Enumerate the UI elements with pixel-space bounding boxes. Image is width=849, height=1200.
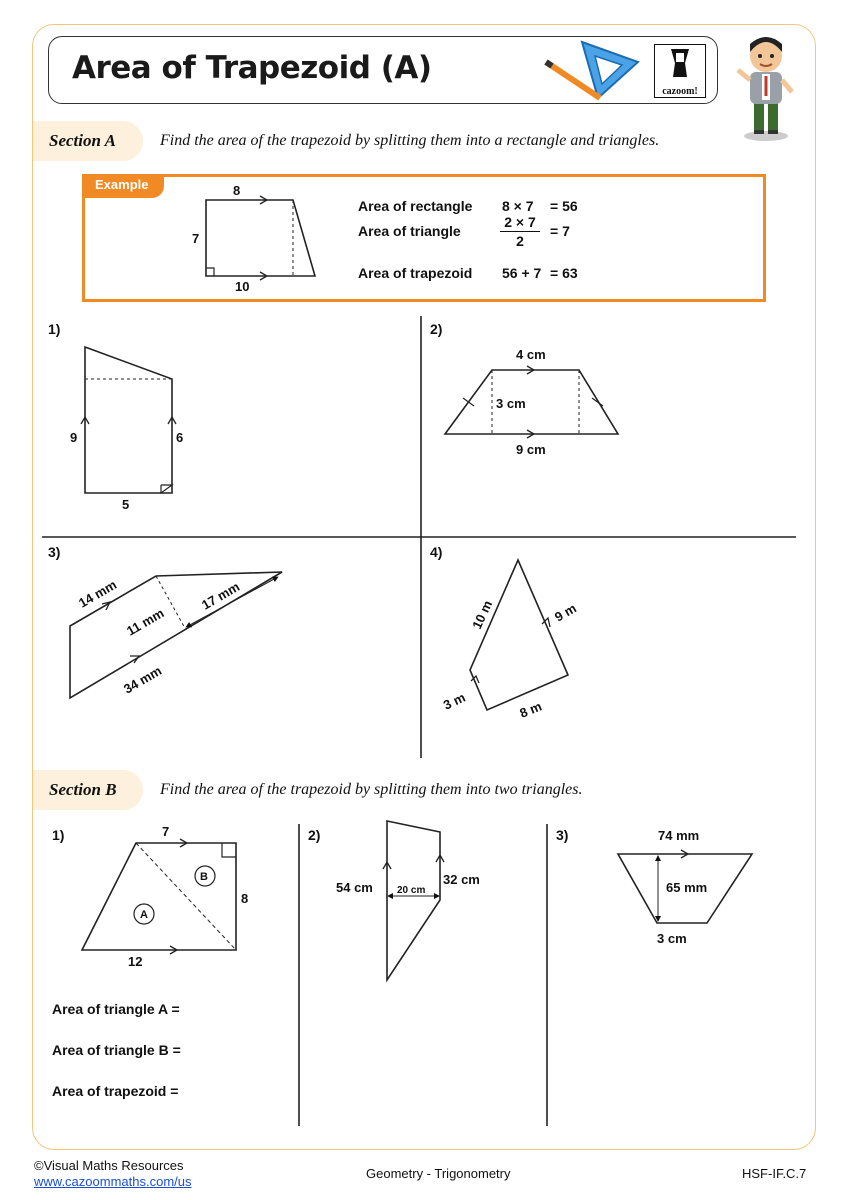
- example-trap-result: = 63: [550, 265, 578, 281]
- example-tri-result: = 7: [550, 223, 570, 239]
- example-trapezoid: [206, 196, 315, 280]
- b1-triangle-b-label: B: [200, 871, 208, 883]
- section-b-q2-number: 2): [308, 827, 321, 843]
- footer-standard-code: HSF-IF.C.7: [742, 1166, 807, 1181]
- example-tri-denominator: 2: [516, 233, 524, 249]
- footer-link-wrap: [34, 1174, 192, 1189]
- a4-trapezoid: [470, 560, 568, 710]
- a2-height-label: 3 cm: [496, 396, 526, 411]
- a1-trapezoid: [81, 347, 176, 493]
- a4-side-b-label: 9 m: [552, 600, 579, 625]
- example-rect-result: = 56: [550, 198, 578, 214]
- section-a-instruction: Find the area of the trapezoid by splitting them into a rectangle and triangles.: [160, 132, 660, 149]
- a3-side-b-label: 17 mm: [199, 579, 243, 613]
- example-tri-numerator: 2 × 7: [504, 214, 536, 230]
- example-tab: Example: [82, 174, 164, 198]
- b3-top-label: 74 mm: [658, 828, 700, 843]
- section-b-q3-number: 3): [556, 827, 569, 843]
- brand-text: cazoom!: [662, 86, 698, 97]
- a2-top-label: 4 cm: [516, 347, 546, 362]
- b1-bottom-label: 12: [128, 954, 143, 969]
- example-bottom-label: 10: [235, 279, 250, 294]
- example-top-label: 8: [233, 183, 241, 198]
- section-a-tab: Section A: [33, 121, 143, 161]
- a1-right-label: 6: [176, 430, 184, 445]
- answer-triangle-b: Area of triangle B =: [52, 1042, 181, 1058]
- section-a-q4-number: 4): [430, 544, 443, 560]
- section-a-q2-number: 2): [430, 321, 443, 337]
- a4-side-a-label: 10 m: [469, 598, 496, 632]
- a3-side-a-label: 14 mm: [76, 577, 120, 611]
- b2-right-label: 32 cm: [443, 872, 480, 887]
- section-a-q3-number: 3): [48, 544, 61, 560]
- a4-side-d-label: 8 m: [517, 698, 544, 721]
- example-rect-label: Area of rectangle: [358, 198, 473, 214]
- section-a-q1-number: 1): [48, 321, 61, 337]
- b2-left-label: 54 cm: [336, 880, 373, 895]
- example-trap-label: Area of trapezoid: [358, 265, 473, 281]
- footer-topic: Geometry - Trigonometry: [366, 1166, 511, 1181]
- b2-width-label: 20 cm: [397, 885, 426, 896]
- example-left-label: 7: [192, 231, 200, 246]
- b1-top-label: 7: [162, 824, 170, 839]
- a2-bottom-label: 9 cm: [516, 442, 546, 457]
- example-tri-label: Area of triangle: [358, 223, 461, 239]
- footer-url-link[interactable]: www.cazoommaths.com/us: [34, 1174, 192, 1189]
- answer-triangle-a: Area of triangle A =: [52, 1001, 180, 1017]
- b2-trapezoid: [383, 821, 444, 980]
- page-title: Area of Trapezoid (A): [72, 50, 432, 86]
- a2-trapezoid: [445, 366, 618, 438]
- footer-copyright: ©Visual Maths Resources: [34, 1158, 184, 1173]
- a1-left-label: 9: [70, 430, 78, 445]
- section-b-instruction: Find the area of the trapezoid by splitting them into two triangles.: [160, 781, 583, 798]
- a4-side-c-label: 3 m: [440, 689, 468, 713]
- a3-side-c-label: 34 mm: [121, 663, 165, 697]
- b1-triangle-a-label: A: [140, 909, 148, 921]
- a1-bottom-label: 5: [122, 497, 130, 512]
- section-b-q1-number: 1): [52, 827, 65, 843]
- a3-height-label: 11 mm: [124, 605, 167, 639]
- b3-height-label: 65 mm: [666, 880, 708, 895]
- b1-trapezoid: [82, 839, 236, 954]
- section-b-tab: Section B: [33, 770, 143, 810]
- answer-trapezoid: Area of trapezoid =: [52, 1083, 179, 1099]
- b1-right-label: 8: [241, 891, 249, 906]
- b3-bottom-label: 3 cm: [657, 931, 687, 946]
- example-rect-calc: 8 × 7: [502, 198, 534, 214]
- example-trap-calc: 56 + 7: [502, 265, 542, 281]
